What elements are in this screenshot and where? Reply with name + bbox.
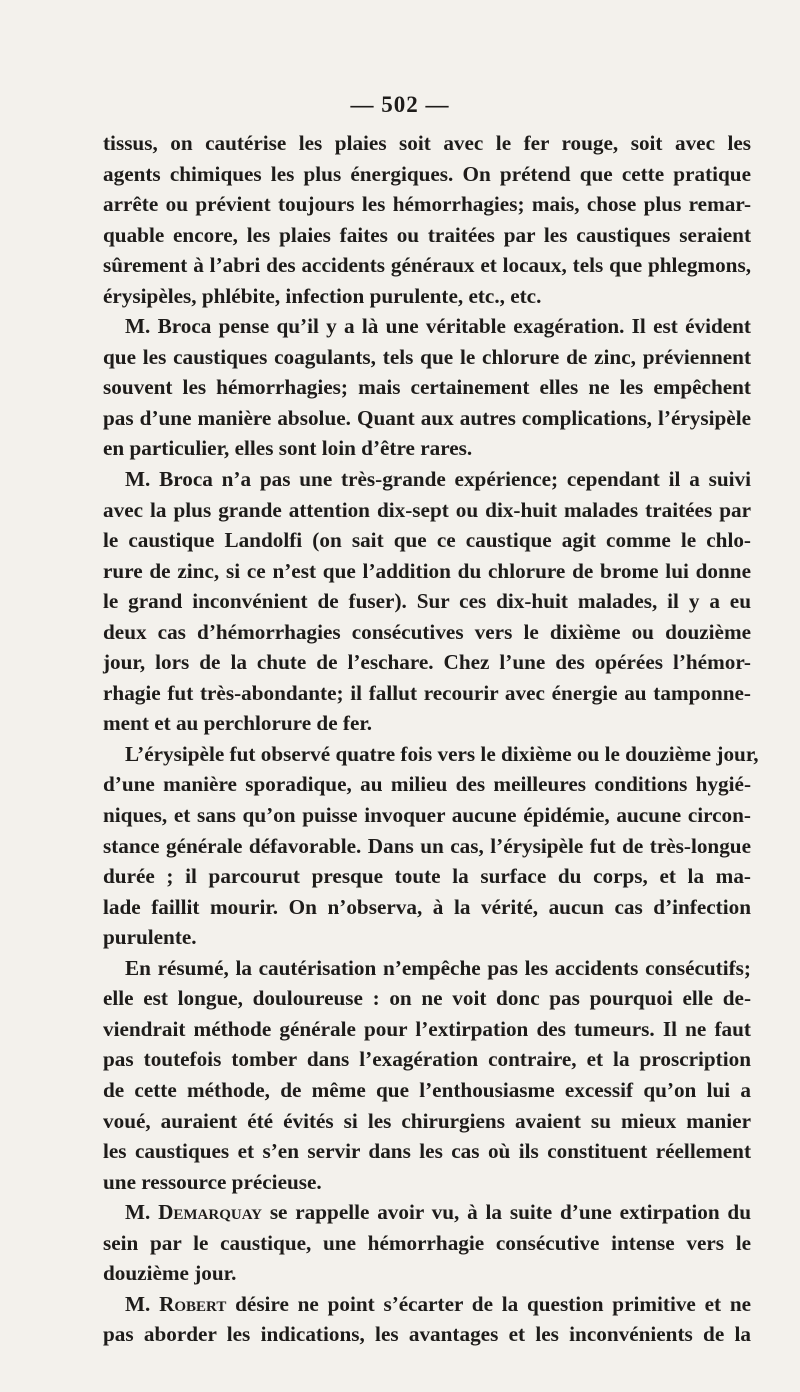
text-line: pas aborder les indications, les avantages et les inconvénients de la [103, 1322, 751, 1347]
text-line: souvent les hémorrhagies; mais certainement elles ne les empêchent [103, 375, 751, 400]
text-line: En résumé, la cautérisation n’empêche pas les accidents consécutifs; [125, 955, 751, 980]
text-line: voué, auraient été évités si les chirurgiens avaient su mieux manier [103, 1108, 751, 1133]
text-line: de cette méthode, de même que l’enthousiasme excessif qu’on lui a [103, 1077, 751, 1102]
text-line: sein par le caustique, une hémorrhagie consécutive intense vers le [103, 1230, 751, 1255]
text-line: viendrait méthode générale pour l’extirpation des tumeurs. Il ne faut [103, 1016, 751, 1041]
text-line: jour, lors de la chute de l’eschare. Chez l’une des opérées l’hémor- [103, 650, 751, 675]
text-line: elle est longue, douloureuse : on ne voit donc pas pourquoi elle de- [103, 986, 751, 1011]
text-line: le caustique Landolfi (on sait que ce caustique agit comme le chlo- [103, 528, 751, 553]
text-line: stance générale défavorable. Dans un cas, l’érysipèle fut de très-longue [103, 833, 751, 858]
text-line: douzième jour. [103, 1261, 237, 1286]
speaker-prefix: M. [125, 1291, 151, 1316]
line-text: se rappelle avoir vu, à la suite d’une extirpation du [269, 1200, 751, 1225]
text-line: L’érysipèle fut observé quatre fois vers le dixième ou le douzième jour, [125, 741, 759, 766]
text-line: que les caustiques coagulants, tels que le chlorure de zinc, préviennent [103, 344, 751, 369]
speaker-name: Robert [159, 1291, 227, 1316]
text-line: le grand inconvénient de fuser). Sur ces dix-huit malades, il y a eu [103, 589, 751, 614]
robert-line [103, 1289, 751, 1320]
speaker-name: Demarquay [158, 1200, 263, 1225]
text-line: arrête ou prévient toujours les hémorrhagies; mais, chose plus remar- [103, 192, 751, 217]
text-line: niques, et sans qu’on puisse invoquer aucune épidémie, aucune circon- [103, 803, 751, 828]
text-line: deux cas d’hémorrhagies consécutives vers le dixième ou douzième [103, 619, 751, 644]
line-text: désire ne point s’écarter de la question primitive et ne [235, 1291, 752, 1316]
text-line: sûrement à l’abri des accidents généraux et locaux, tels que phlegmons, [103, 253, 751, 278]
text-line: d’une manière sporadique, au milieu des meilleures conditions hygié- [103, 772, 751, 797]
text-line: rhagie fut très-abondante; il fallut recourir avec énergie au tamponne- [103, 680, 751, 705]
body-text [103, 128, 759, 1350]
page-number: — 502 — [350, 92, 450, 117]
text-line: agents chimiques les plus énergiques. On prétend que cette pratique [103, 161, 751, 186]
speaker-prefix: M. [125, 1200, 151, 1225]
text-line: lade faillit mourir. On n’observa, à la vérité, aucun cas d’infection [103, 894, 751, 919]
demarquay-line [103, 1197, 751, 1228]
text-line: tissus, on cautérise les plaies soit avec le fer rouge, soit avec les [103, 131, 751, 155]
text-line: M. Broca pense qu’il y a là une véritable exagération. Il est évident [125, 314, 751, 339]
text-line: pas d’une manière absolue. Quant aux autres complications, l’érysipèle [103, 405, 751, 430]
text-line: avec la plus grande attention dix-sept ou dix-huit malades traitées par [103, 497, 751, 522]
text-line: en particulier, elles sont loin d’être rares. [103, 436, 473, 461]
text-line: les caustiques et s’en servir dans les cas où ils constituent réellement [103, 1139, 751, 1164]
text-line: une ressource précieuse. [103, 1169, 322, 1194]
text-line: ment et au perchlorure de fer. [103, 711, 373, 736]
text-line: érysipèles, phlébite, infection purulente, etc., etc. [103, 283, 542, 308]
text-line: rure de zinc, si ce n’est que l’addition du chlorure de brome lui donne [103, 558, 751, 583]
text-line: durée ; il parcourut presque toute la surface du corps, et la ma- [103, 864, 751, 889]
text-line: purulente. [103, 925, 197, 950]
text-line: pas toutefois tomber dans l’exagération contraire, et la proscription [103, 1047, 751, 1072]
text-line: M. Broca n’a pas une très-grande expérience; cependant il a suivi [125, 467, 751, 492]
text-line: quable encore, les plaies faites ou traitées par les caustiques seraient [103, 222, 751, 247]
